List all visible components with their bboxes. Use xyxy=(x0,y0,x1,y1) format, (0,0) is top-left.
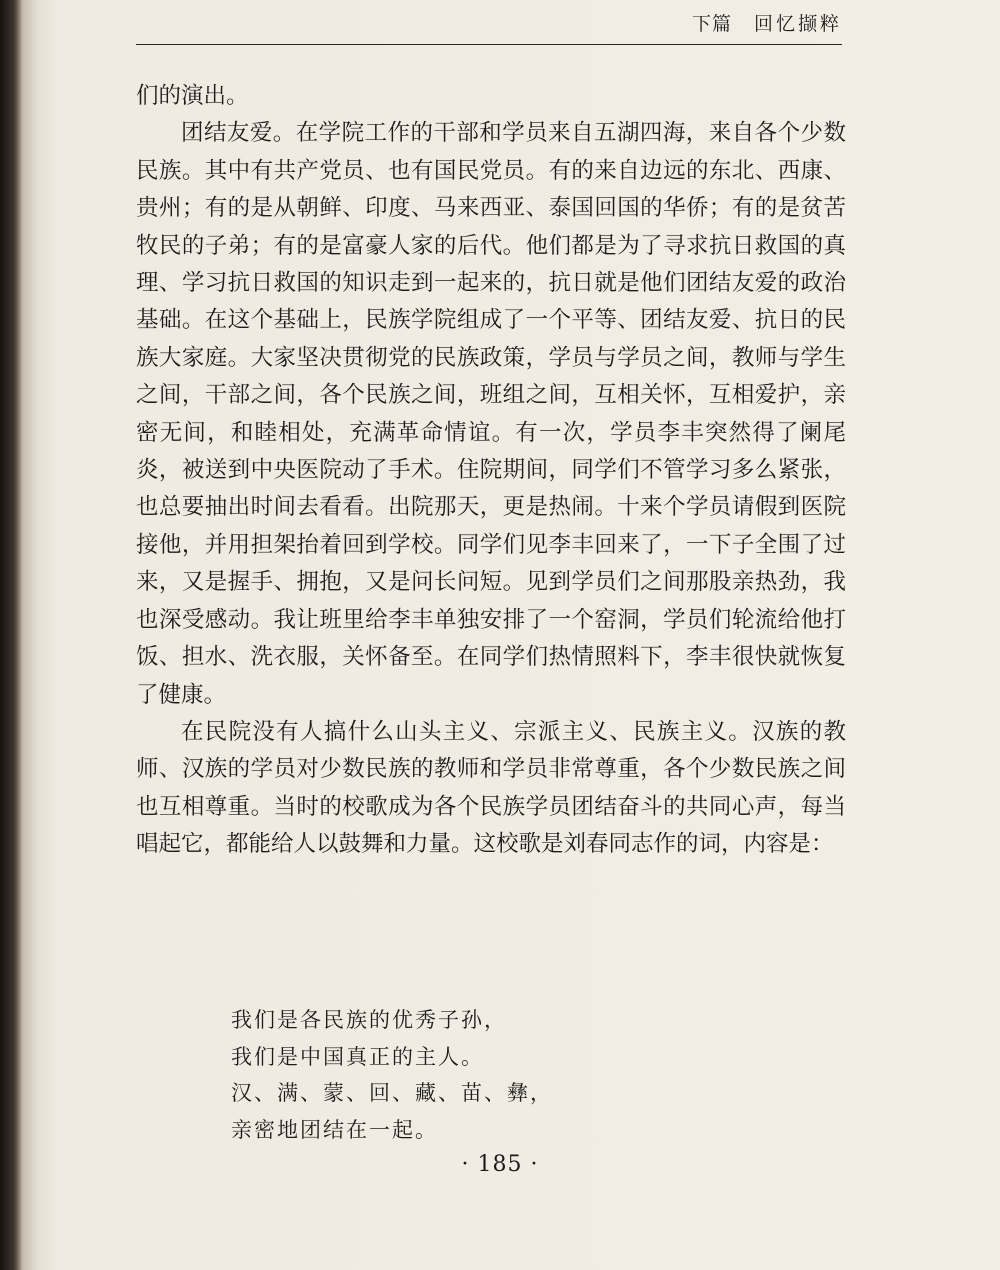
header-rule xyxy=(136,44,842,45)
paragraph: 在民院没有人搞什么山头主义、宗派主义、民族主义。汉族的教师、汉族的学员对少数民族的教师和学员非常尊重，各个少数民族之间也互相尊重。当时的校歌成为各个民族学员团结奋斗的共同心声，每当唱起它，都能给人以鼓舞和力量。这校歌是刘春同志作的词，内容是： xyxy=(136,718,846,858)
lyric-line: 亲密地团结在一起。 xyxy=(231,1117,438,1142)
lyric-line: 汉、满、蒙、回、藏、苗、彝， xyxy=(231,1081,553,1105)
paragraph: 们的演出。 xyxy=(136,83,249,109)
book-gutter-shadow xyxy=(0,0,22,1270)
running-head-part: 下篇 xyxy=(691,13,732,35)
lyric-line: 我们是各民族的优秀子孙， xyxy=(231,1008,507,1032)
paragraph: 团结友爱。在学院工作的干部和学员来自五湖四海，来自各个少数民族。其中有共产党员、也有国民党员。有的来自边远的东北、西康、贵州；有的是从朝鲜、印度、马来西亚、泰国回国的华侨；有的是贫苦牧民的子弟；有的是富豪人家的后代。他们都是为了寻求抗日救国的真理、学习抗日救国的知识走到一起来的，抗日就是他们团结友爱的政治基础。在这个基础上，民族学院组成了一个平等、团结友爱、抗日的民族大家庭。大家坚决贯彻党的民族政策，学员与学员之间，教师与学生之间，干部之间，各个民族之间，班组之间，互相关怀，互相爱护，亲密无间，和睦相处，充满革命情谊。有一次，学员李丰突然得了阑尾炎，被送到中央医院动了手术。住院期间，同学们不管学习多么紧张，也总要抽出时间去看看。出院那天，更是热闹。十来个学员请假到医院接他，并用担架抬着回到学校。同学们见李丰回来了，一下子全围了过来，又是握手、拥抱，又是问长问短。见到学员们之间那股亲热劲，我也深受感动。我让班里给李丰单独安排了一个窑洞，学员们轮流给他打饭、担水、洗衣服，关怀备至。在同学们热情照料下，李丰很快就恢复了健康。 xyxy=(136,120,846,708)
running-head xyxy=(692,9,842,36)
body-text xyxy=(136,78,846,864)
song-lyrics xyxy=(231,1002,553,1148)
running-head-chapter: 回忆撷粹 xyxy=(753,13,842,35)
page-number: · 185 · xyxy=(461,1152,539,1177)
lyric-line: 我们是中国真正的主人。 xyxy=(231,1044,484,1069)
